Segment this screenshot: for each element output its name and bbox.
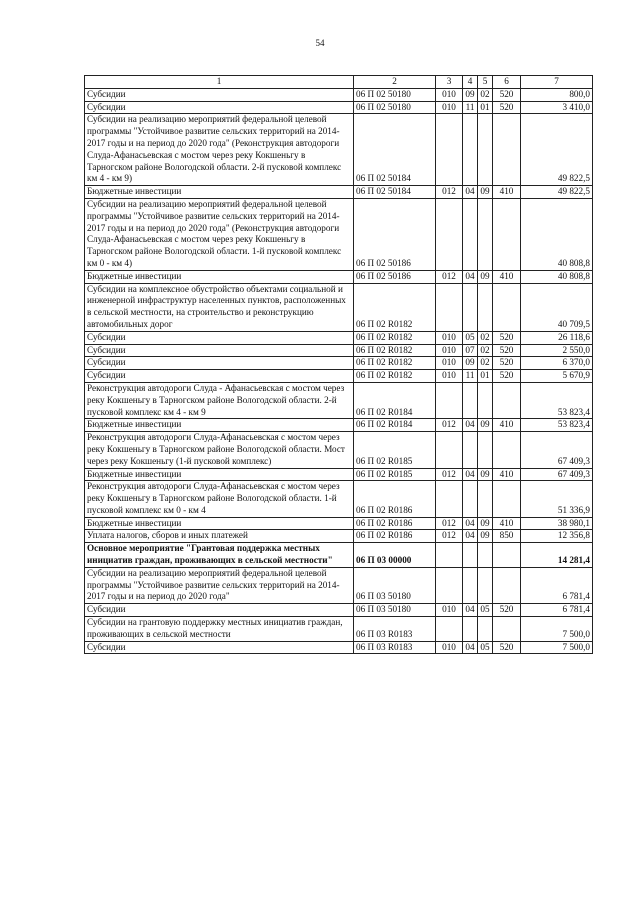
amount-cell: 53 823,4 (521, 382, 593, 418)
section-code-cell: 04 (463, 270, 478, 283)
item-name-cell: Бюджетные инвестиции (85, 270, 354, 283)
section-code-cell: 04 (463, 468, 478, 481)
expense-type-cell (493, 567, 521, 603)
subsection-code-cell (478, 198, 493, 270)
target-code-cell: 06 П 02 50184 (354, 114, 436, 186)
amount-cell: 49 822,5 (521, 114, 593, 186)
target-code-cell: 06 П 02 50180 (354, 88, 436, 101)
subsection-code-cell: 09 (478, 517, 493, 530)
table-row (85, 370, 593, 383)
department-code-cell (436, 114, 463, 186)
expense-type-cell: 410 (493, 517, 521, 530)
amount-cell: 40 709,5 (521, 283, 593, 331)
table-row (85, 198, 593, 270)
table-row (85, 530, 593, 543)
department-code-cell (436, 617, 463, 642)
expense-type-cell: 520 (493, 101, 521, 114)
target-code-cell: 06 П 02 R0184 (354, 419, 436, 432)
item-name-cell: Субсидии (85, 88, 354, 101)
target-code-cell: 06 П 03 R0183 (354, 617, 436, 642)
department-code-cell: 012 (436, 517, 463, 530)
expense-type-cell: 520 (493, 357, 521, 370)
item-name-cell: Реконструкция автодороги Слуда - Афанасьевская с мостом через реку Кокшеньгу в Тарногском районе Вологодской области. 2-й пусковой комплекс км 4 - км 9 (85, 382, 354, 418)
table-row (85, 641, 593, 654)
amount-cell: 800,0 (521, 88, 593, 101)
department-code-cell (436, 198, 463, 270)
item-name-cell: Бюджетные инвестиции (85, 419, 354, 432)
section-code-cell: 09 (463, 357, 478, 370)
table-row (85, 101, 593, 114)
section-code-cell: 11 (463, 370, 478, 383)
subsection-code-cell (478, 543, 493, 568)
table-row (85, 517, 593, 530)
item-name-cell: Субсидии на реализацию мероприятий федеральной целевой программы "Устойчивое развитие сельских территорий на 2014-2017 годы и на период до 2020 года" (Реконструкция автодороги Слуда-Афанасьевская с мостом через реку Кокшеньгу в Тарногском районе Вологодской области. 2-й пусковой комплекс км 4 - км 9) (85, 114, 354, 186)
item-name-cell: Бюджетные инвестиции (85, 517, 354, 530)
table-row (85, 186, 593, 199)
expense-type-cell: 410 (493, 419, 521, 432)
subsection-code-cell: 09 (478, 530, 493, 543)
department-code-cell: 012 (436, 419, 463, 432)
section-code-cell (463, 432, 478, 468)
target-code-cell: 06 П 02 R0182 (354, 283, 436, 331)
item-name-cell: Субсидии (85, 641, 354, 654)
item-name-cell: Субсидии (85, 331, 354, 344)
subsection-code-cell: 01 (478, 370, 493, 383)
target-code-cell: 06 П 02 R0185 (354, 468, 436, 481)
subsection-code-cell (478, 617, 493, 642)
expense-type-cell: 520 (493, 604, 521, 617)
department-code-cell: 010 (436, 357, 463, 370)
department-code-cell: 010 (436, 344, 463, 357)
amount-cell: 6 781,4 (521, 604, 593, 617)
expense-type-cell (493, 432, 521, 468)
subsection-code-cell: 09 (478, 419, 493, 432)
target-code-cell: 06 П 03 50180 (354, 567, 436, 603)
expense-type-cell: 520 (493, 344, 521, 357)
page-number: 54 (315, 38, 325, 48)
budget-table (84, 75, 593, 654)
expense-type-cell: 520 (493, 370, 521, 383)
amount-cell: 26 118,6 (521, 331, 593, 344)
target-code-cell: 06 П 02 R0182 (354, 344, 436, 357)
header-cell: 2 (354, 76, 436, 89)
table-row (85, 419, 593, 432)
table-row (85, 88, 593, 101)
department-code-cell: 012 (436, 468, 463, 481)
table-row (85, 468, 593, 481)
department-code-cell (436, 543, 463, 568)
section-code-cell: 11 (463, 101, 478, 114)
section-code-cell: 09 (463, 88, 478, 101)
subsection-code-cell (478, 382, 493, 418)
target-code-cell: 06 П 02 R0185 (354, 432, 436, 468)
header-cell: 1 (85, 76, 354, 89)
section-code-cell (463, 283, 478, 331)
target-code-cell: 06 П 02 50180 (354, 101, 436, 114)
table-row (85, 114, 593, 186)
amount-cell: 5 670,9 (521, 370, 593, 383)
expense-type-cell: 520 (493, 641, 521, 654)
subsection-code-cell: 02 (478, 344, 493, 357)
target-code-cell: 06 П 02 R0186 (354, 530, 436, 543)
table-row (85, 481, 593, 517)
amount-cell: 12 356,8 (521, 530, 593, 543)
amount-cell: 6 370,0 (521, 357, 593, 370)
amount-cell: 14 281,4 (521, 543, 593, 568)
item-name-cell: Субсидии на реализацию мероприятий федеральной целевой программы "Устойчивое развитие сельских территорий на 2014-2017 годы и на период до 2020 года" (85, 567, 354, 603)
target-code-cell: 06 П 03 50180 (354, 604, 436, 617)
amount-cell: 40 808,8 (521, 270, 593, 283)
expense-type-cell (493, 543, 521, 568)
expense-type-cell: 410 (493, 270, 521, 283)
amount-cell: 6 781,4 (521, 567, 593, 603)
amount-cell: 49 822,5 (521, 186, 593, 199)
section-code-cell: 05 (463, 331, 478, 344)
target-code-cell: 06 П 02 50186 (354, 198, 436, 270)
item-name-cell: Субсидии на реализацию мероприятий федеральной целевой программы "Устойчивое развитие сельских территорий на 2014-2017 годы и на период до 2020 года" (Реконструкция автодороги Слуда-Афанасьевская с мостом через реку Кокшеньгу в Тарногском районе Вологодской области. 1-й пусковой комплекс км 0 - км 4) (85, 198, 354, 270)
amount-cell: 67 409,3 (521, 432, 593, 468)
header-cell: 6 (493, 76, 521, 89)
section-code-cell: 04 (463, 641, 478, 654)
item-name-cell: Реконструкция автодороги Слуда-Афанасьевская с мостом через реку Кокшеньгу в Тарногском районе Вологодской области. Мост через реку Кокшеньгу (1-й пусковой комплекс) (85, 432, 354, 468)
subsection-code-cell: 05 (478, 641, 493, 654)
expense-type-cell (493, 198, 521, 270)
section-code-cell: 04 (463, 530, 478, 543)
target-code-cell: 06 П 02 R0182 (354, 357, 436, 370)
item-name-cell: Субсидии (85, 344, 354, 357)
table-row (85, 344, 593, 357)
section-code-cell (463, 543, 478, 568)
table-row (85, 604, 593, 617)
table-row (85, 432, 593, 468)
section-code-cell: 04 (463, 419, 478, 432)
expense-type-cell: 520 (493, 331, 521, 344)
section-code-cell (463, 114, 478, 186)
subsection-code-cell (478, 283, 493, 331)
header-cell: 7 (521, 76, 593, 89)
subsection-code-cell: 02 (478, 331, 493, 344)
item-name-cell: Субсидии на грантовую поддержку местных инициатив граждан, проживающих в сельской местности (85, 617, 354, 642)
amount-cell: 2 550,0 (521, 344, 593, 357)
table-row (85, 543, 593, 568)
expense-type-cell (493, 382, 521, 418)
table-row (85, 270, 593, 283)
department-code-cell: 012 (436, 530, 463, 543)
section-code-cell: 04 (463, 517, 478, 530)
department-code-cell: 012 (436, 186, 463, 199)
amount-cell: 67 409,3 (521, 468, 593, 481)
item-name-cell: Бюджетные инвестиции (85, 186, 354, 199)
department-code-cell: 010 (436, 88, 463, 101)
item-name-cell: Бюджетные инвестиции (85, 468, 354, 481)
item-name-cell: Субсидии (85, 357, 354, 370)
expense-type-cell (493, 114, 521, 186)
department-code-cell (436, 481, 463, 517)
target-code-cell: 06 П 02 50184 (354, 186, 436, 199)
expense-type-cell: 520 (493, 88, 521, 101)
subsection-code-cell (478, 432, 493, 468)
table-row (85, 357, 593, 370)
item-name-cell: Субсидии на комплексное обустройство объектами социальной и инженерной инфраструктур населенных пунктов, расположенных в сельской местности, на строительство и реконструкцию автомобильных дорог (85, 283, 354, 331)
subsection-code-cell (478, 481, 493, 517)
department-code-cell: 010 (436, 331, 463, 344)
amount-cell: 51 336,9 (521, 481, 593, 517)
subsection-code-cell (478, 114, 493, 186)
amount-cell: 38 980,1 (521, 517, 593, 530)
item-name-cell: Субсидии (85, 604, 354, 617)
section-code-cell (463, 481, 478, 517)
amount-cell: 7 500,0 (521, 617, 593, 642)
subsection-code-cell: 09 (478, 186, 493, 199)
section-code-cell: 07 (463, 344, 478, 357)
subsection-code-cell: 09 (478, 270, 493, 283)
department-code-cell (436, 283, 463, 331)
table-row (85, 567, 593, 603)
expense-type-cell: 410 (493, 186, 521, 199)
target-code-cell: 06 П 02 R0186 (354, 481, 436, 517)
expense-type-cell: 410 (493, 468, 521, 481)
section-code-cell: 04 (463, 604, 478, 617)
item-name-cell: Реконструкция автодороги Слуда-Афанасьевская с мостом через реку Кокшеньгу в Тарногском районе Вологодской области. 1-й пусковой комплекс км 0 - км 4 (85, 481, 354, 517)
target-code-cell: 06 П 02 R0184 (354, 382, 436, 418)
subsection-code-cell: 05 (478, 604, 493, 617)
subsection-code-cell (478, 567, 493, 603)
table-row (85, 617, 593, 642)
department-code-cell: 012 (436, 270, 463, 283)
department-code-cell: 010 (436, 370, 463, 383)
amount-cell: 7 500,0 (521, 641, 593, 654)
section-code-cell: 04 (463, 186, 478, 199)
amount-cell: 40 808,8 (521, 198, 593, 270)
table-row (85, 382, 593, 418)
subsection-code-cell: 02 (478, 88, 493, 101)
section-code-cell (463, 567, 478, 603)
subsection-code-cell: 09 (478, 468, 493, 481)
header-row (85, 76, 593, 89)
expense-type-cell (493, 283, 521, 331)
expense-type-cell (493, 617, 521, 642)
department-code-cell (436, 567, 463, 603)
item-name-cell: Основное мероприятие "Грантовая поддержка местных инициатив граждан, проживающих в сельской местности" (85, 543, 354, 568)
department-code-cell: 010 (436, 101, 463, 114)
table-row (85, 331, 593, 344)
amount-cell: 53 823,4 (521, 419, 593, 432)
section-code-cell (463, 382, 478, 418)
table-row (85, 283, 593, 331)
target-code-cell: 06 П 02 R0182 (354, 370, 436, 383)
header-cell: 3 (436, 76, 463, 89)
target-code-cell: 06 П 03 00000 (354, 543, 436, 568)
subsection-code-cell: 01 (478, 101, 493, 114)
section-code-cell (463, 617, 478, 642)
target-code-cell: 06 П 02 50186 (354, 270, 436, 283)
department-code-cell: 010 (436, 604, 463, 617)
department-code-cell: 010 (436, 641, 463, 654)
item-name-cell: Субсидии (85, 370, 354, 383)
target-code-cell: 06 П 03 R0183 (354, 641, 436, 654)
amount-cell: 3 410,0 (521, 101, 593, 114)
item-name-cell: Уплата налогов, сборов и иных платежей (85, 530, 354, 543)
subsection-code-cell: 02 (478, 357, 493, 370)
target-code-cell: 06 П 02 R0182 (354, 331, 436, 344)
header-cell: 4 (463, 76, 478, 89)
expense-type-cell (493, 481, 521, 517)
expense-type-cell: 850 (493, 530, 521, 543)
header-cell: 5 (478, 76, 493, 89)
department-code-cell (436, 382, 463, 418)
target-code-cell: 06 П 02 R0186 (354, 517, 436, 530)
item-name-cell: Субсидии (85, 101, 354, 114)
department-code-cell (436, 432, 463, 468)
section-code-cell (463, 198, 478, 270)
